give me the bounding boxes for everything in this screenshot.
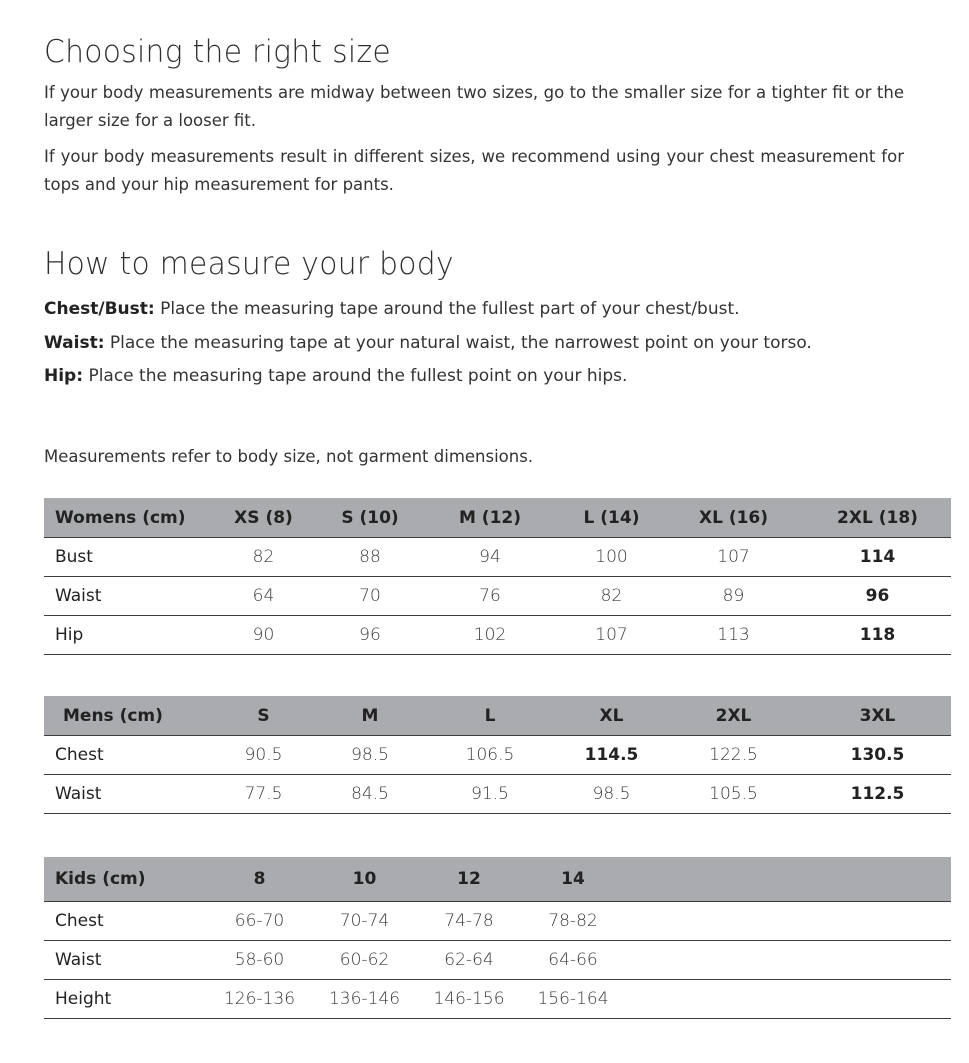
kids-header-size: 12 [417,857,521,902]
table-cell: 89 [663,577,804,616]
table-cell: 64 [207,577,320,616]
mens-header-row [44,696,951,736]
row-label: Chest [44,902,207,941]
table-row [44,941,951,980]
table-cell-empty [735,902,845,941]
table-cell-empty [735,980,845,1019]
size-advice-paragraph-2: If your body measurements result in different sizes, we recommend using your chest measurement for tops and your hip measurement for pants. [44,147,904,194]
table-cell: 105.5 [663,775,804,814]
womens-header-size: S (10) [320,498,420,538]
table-cell: 118 [804,616,951,655]
table-cell: 78-82 [521,902,625,941]
table-row [44,577,951,616]
table-cell-empty [625,902,735,941]
row-label: Waist [44,577,207,616]
kids-header-label: Kids (cm) [44,857,207,902]
mens-size-table [44,696,951,814]
hip-instruction-label: Hip: [44,366,84,386]
table-cell: 146-156 [417,980,521,1019]
table-cell: 66-70 [207,902,312,941]
mens-header-label: Mens (cm) [44,696,207,736]
table-cell-empty [845,902,951,941]
mens-header-size: M [320,696,420,736]
table-row [44,902,951,941]
waist-instruction-text: Place the measuring tape at your natural waist, the narrowest point on your torso. [109,333,812,353]
kids-header-size: 10 [312,857,417,902]
row-label: Waist [44,775,207,814]
table-cell: 76 [420,577,560,616]
row-label: Waist [44,941,207,980]
womens-header-row [44,498,951,538]
table-row [44,980,951,1019]
row-label: Bust [44,538,207,577]
row-label: Height [44,980,207,1019]
measure-body-heading: How to measure your body [44,246,454,282]
table-cell: 90.5 [207,736,320,775]
table-cell: 100 [560,538,663,577]
womens-header-size: 2XL (18) [804,498,951,538]
table-cell: 107 [663,538,804,577]
choosing-size-heading: Choosing the right size [44,34,391,70]
table-cell-empty [625,980,735,1019]
table-cell: 102 [420,616,560,655]
table-cell: 136-146 [312,980,417,1019]
table-cell: 91.5 [420,775,560,814]
table-cell: 98.5 [560,775,663,814]
table-cell: 82 [207,538,320,577]
table-cell-empty [845,941,951,980]
table-cell: 90 [207,616,320,655]
waist-instruction-label: Waist: [44,333,105,353]
table-cell: 60-62 [312,941,417,980]
size-advice-paragraph-1: If your body measurements are midway between two sizes, go to the smaller size for a tighter fit or the larger size for a looser fit. [44,83,904,130]
chest-instruction [44,299,740,319]
mens-header-size: XL [560,696,663,736]
table-cell: 106.5 [420,736,560,775]
table-cell: 114.5 [560,736,663,775]
table-cell: 122.5 [663,736,804,775]
table-row [44,775,951,814]
table-cell: 112.5 [804,775,951,814]
kids-header-blank [735,857,845,902]
table-cell: 126-136 [207,980,312,1019]
kids-header-size: 8 [207,857,312,902]
row-label: Hip [44,616,207,655]
table-cell-empty [845,980,951,1019]
table-cell-empty [735,941,845,980]
table-cell: 64-66 [521,941,625,980]
womens-header-size: L (14) [560,498,663,538]
kids-header-size: 14 [521,857,625,902]
chest-instruction-text: Place the measuring tape around the fullest part of your chest/bust. [160,299,740,319]
table-cell: 58-60 [207,941,312,980]
table-cell: 70-74 [312,902,417,941]
table-cell: 114 [804,538,951,577]
womens-header-label: Womens (cm) [44,498,207,538]
waist-instruction [44,333,812,353]
table-cell: 88 [320,538,420,577]
table-cell: 96 [804,577,951,616]
table-row [44,736,951,775]
mens-header-size: 3XL [804,696,951,736]
mens-header-size: 2XL [663,696,804,736]
table-cell: 98.5 [320,736,420,775]
kids-header-blank [845,857,951,902]
chest-instruction-label: Chest/Bust: [44,299,155,319]
table-cell: 62-64 [417,941,521,980]
hip-instruction [44,366,627,386]
table-cell: 70 [320,577,420,616]
hip-instruction-text: Place the measuring tape around the fullest point on your hips. [88,366,628,386]
measurement-note: Measurements refer to body size, not garment dimensions. [44,447,534,466]
table-cell: 94 [420,538,560,577]
table-cell: 96 [320,616,420,655]
kids-header-blank [625,857,735,902]
mens-header-size: L [420,696,560,736]
kids-size-table [44,857,951,1019]
womens-header-size: XL (16) [663,498,804,538]
table-cell: 84.5 [320,775,420,814]
womens-header-size: M (12) [420,498,560,538]
table-cell: 74-78 [417,902,521,941]
table-cell: 156-164 [521,980,625,1019]
table-cell: 130.5 [804,736,951,775]
table-cell: 113 [663,616,804,655]
table-cell: 82 [560,577,663,616]
table-cell-empty [625,941,735,980]
table-row [44,616,951,655]
womens-header-size: XS (8) [207,498,320,538]
table-cell: 77.5 [207,775,320,814]
table-row [44,538,951,577]
table-cell: 107 [560,616,663,655]
mens-header-size: S [207,696,320,736]
kids-header-row [44,857,951,902]
womens-size-table [44,498,951,655]
row-label: Chest [44,736,207,775]
